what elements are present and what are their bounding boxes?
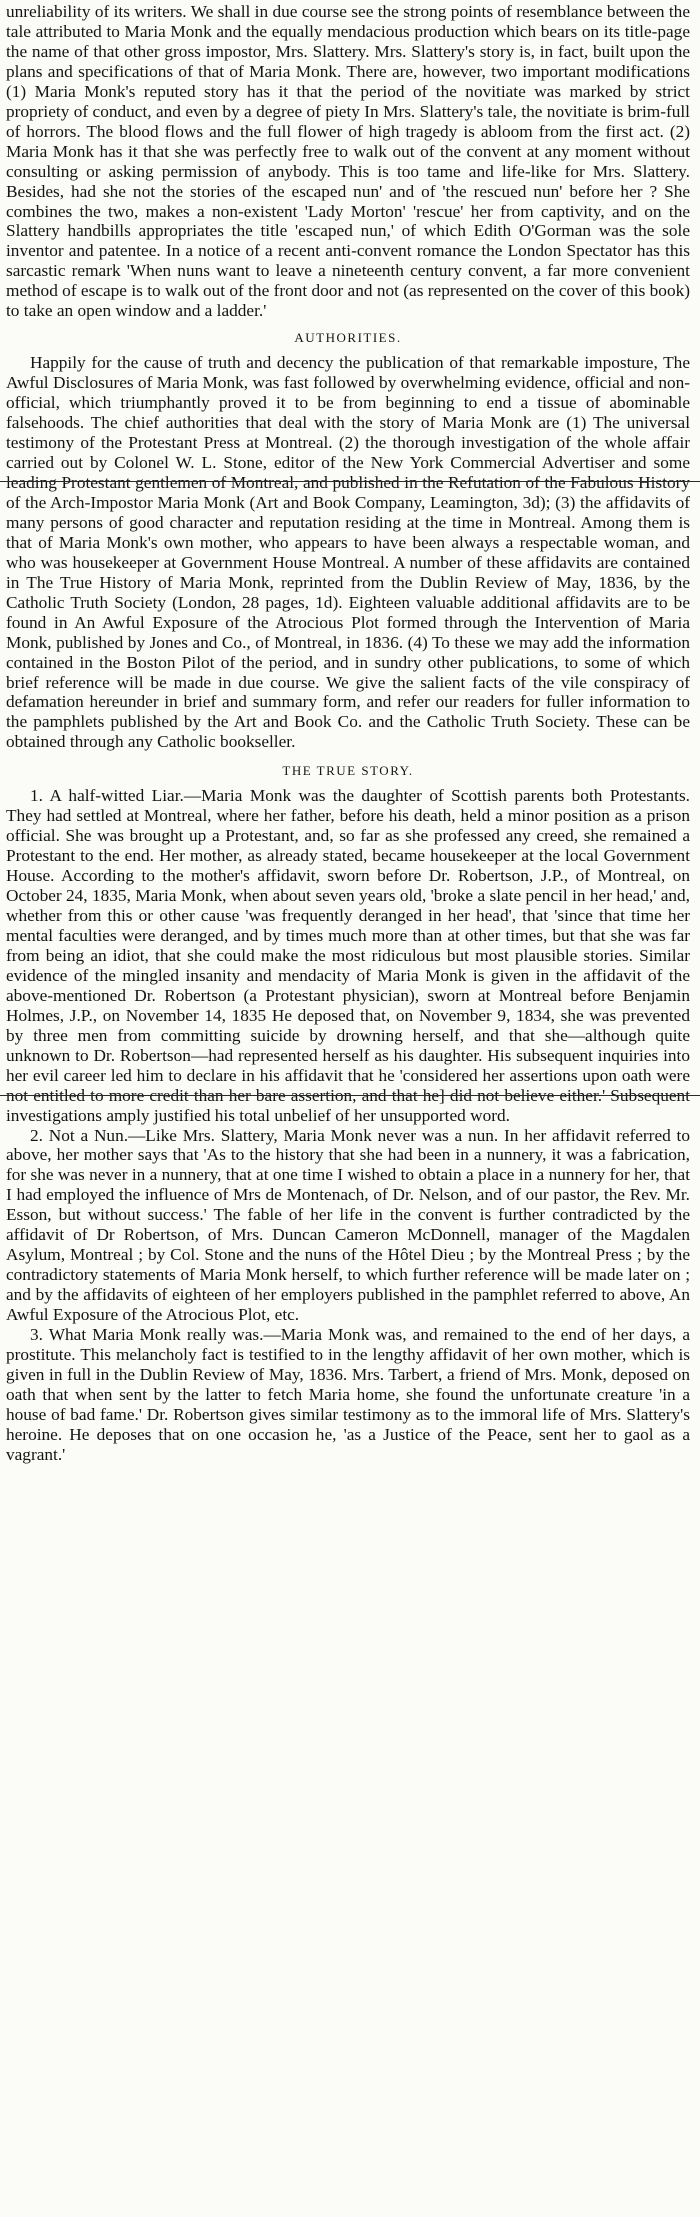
intro-paragraph: unreliability of its writers. We shall in due course see the strong points of resemblance between the tale attributed to Maria Monk and the equally mendacious production which bears on its title-page the name of that other gross impostor, Mrs. Slattery. Mrs. Slattery's story is, in fact, built upon the plans and specifications of that of Maria Monk. There are, however, two important modifications (1) Maria Monk's reputed story has it that the period of the novitiate was marked by strict propriety of conduct, and even by a degree of piety In Mrs. Slattery's tale, the novitiate is brim-full of horrors. The blood flows and the full flower of high tragedy is abloom from the first act. (2) Maria Monk has it that she was perfectly free to walk out of the convent at any moment without consulting or asking permission of anybody. This is too tame and life-like for Mrs. Slattery. Besides, had she not the stories of the escaped nun' and of 'the rescued nun' before her ? She combines the two, makes a non-existent 'Lady Morton' 'rescue' her from captivity, and on the Slattery handbills appropriates the title 'escaped nun,' of which Edith O'Gorman was the sole inventor and patentee. In a notice of a recent anti-convent romance the London Spectator has this sarcastic remark 'When nuns want to leave a nineteenth century convent, a far more convenient method of escape is to walk out of the front door and not (as represented on the cover of this book) to take an open window and a ladder.' — [6, 2, 690, 321]
point-2-paragraph: 2. Not a Nun.—Like Mrs. Slattery, Maria Monk never was a nun. In her affidavit referred to above, her mother says that 'As to the history that she had been in a nunnery, it was a fabrication, for she was never in a nunnery, that at one time I wished to obtain a place in a nunnery for her, that I had employed the influence of Mrs de Montenach, of Dr. Nelson, and of our pastor, the Rev. Mr. Esson, but without success.' The fable of her life in the convent is further contradicted by the affidavit of Dr Robertson, of Mrs. Duncan Cameron McDonnell, manager of the Magdalen Asylum, Montreal ; by Col. Stone and the nuns of the Hôtel Dieu ; by the Montreal Press ; by the contradictory statements of Maria Monk herself, to which further reference will be made later on ; and by the affidavits of eighteen of her employers published in the pamphlet referred to above, An Awful Exposure of the Atrocious Plot, etc. — [6, 1125, 690, 1325]
true-story-heading: THE TRUE STORY. — [282, 763, 414, 779]
article-column — [6, 2, 690, 1465]
authorities-paragraph: Happily for the cause of truth and decency the publication of that remarkable imposture, The Awful Disclosures of Maria Monk, was fast followed by overwhelming evidence, official and non-official, which triumphantly proved it to be from beginning to end a tissue of abominable falsehoods. The chief authorities that deal with the story of Maria Monk are (1) The universal testimony of the Protestant Press at Montreal. (2) the thorough investigation of the whole affair carried out by Colonel W. L. Stone, editor of the New York Commercial Advertiser and some leading Protestant gentlemen of Montreal, and published in the Refutation of the Fabulous History of the Arch-Impostor Maria Monk (Art and Book Company, Leamington, 3d); (3) the affidavits of many persons of good character and reputation residing at the time in Montreal. Among them is that of Maria Monk's own mother, who appears to have been always a respectable woman, and who was housekeeper at Government House Montreal. A number of these affidavits are contained in The True History of Maria Monk, reprinted from the Dublin Review of May, 1836, by the Catholic Truth Society (London, 28 pages, 1d). Eighteen valuable additional affidavits are to be found in An Awful Exposure of the Atrocious Plot formed through the Intervention of Maria Monk, published by Jones and Co., of Montreal, in 1836. (4) To these we may add the information contained in the Boston Pilot of the period, and in sundry other publications, to some of which brief reference will be made in due course. We give the salient facts of the vile conspiracy of defamation hereunder in brief and summary form, and refer our readers for fuller information to the pamphlets published by the Art and Book Co. and the Catholic Truth Society. These can be obtained through any Catholic bookseller. — [6, 353, 690, 752]
section-divider — [0, 1095, 700, 1096]
authorities-heading: AUTHORITIES. — [294, 330, 402, 346]
point-3-paragraph: 3. What Maria Monk really was.—Maria Monk was, and remained to the end of her days, a prostitute. This melancholy fact is testified to in the lengthy affidavit of her own mother, which is given in full in the Dublin Review of May, 1836. Mrs. Tarbert, a friend of Mrs. Monk, deposed on oath that when sent by the latter to fetch Maria home, she found the unfortunate creature 'in a house of bad fame.' Dr. Robertson gives similar testimony as to the immoral life of Mrs. Slattery's heroine. He deposes that on one occasion he, 'as a Justice of the Peace, sent her to gaol as a vagrant.' — [6, 1325, 690, 1464]
section-divider — [0, 481, 700, 482]
point-1-paragraph: 1. A half-witted Liar.—Maria Monk was the daughter of Scottish parents both Protestants. They had settled at Montreal, where her father, before his death, held a minor position as a prison official. She was brought up a Protestant, and, so far as she professed any creed, she remained a Protestant to the end. Her mother, as already stated, became housekeeper at the local Government House. According to the mother's affidavit, sworn before Dr. Robertson, J.P., of Montreal, on October 24, 1835, Maria Monk, when about seven years old, 'broke a slate pencil in her head,' and, whether from this or other cause 'was frequently deranged in her head', that 'since that time her mental faculties were deranged, and by times much more than at other times, but that she was far from being an idiot, that she could make the most ridiculous but most plausible stories. Similar evidence of the mingled insanity and mendacity of Maria Monk is given in the affidavit of the above-mentioned Dr. Robertson (a Protestant physician), sworn at Montreal before Benjamin Holmes, J.P., on November 14, 1835 He deposed that, on November 9, 1834, she was prevented by three men from committing suicide by drowning herself, and that she—although quite unknown to Dr. Robertson—had represented herself as his daughter. His subsequent inquiries into her evil career led him to declare in his affidavit that he 'considered her assertions upon oath were not entitled to more credit than her bare assertion, and that he] did not believe either.' Subsequent investigations amply justified his total unbelief of her unsupported word. — [6, 786, 690, 1125]
